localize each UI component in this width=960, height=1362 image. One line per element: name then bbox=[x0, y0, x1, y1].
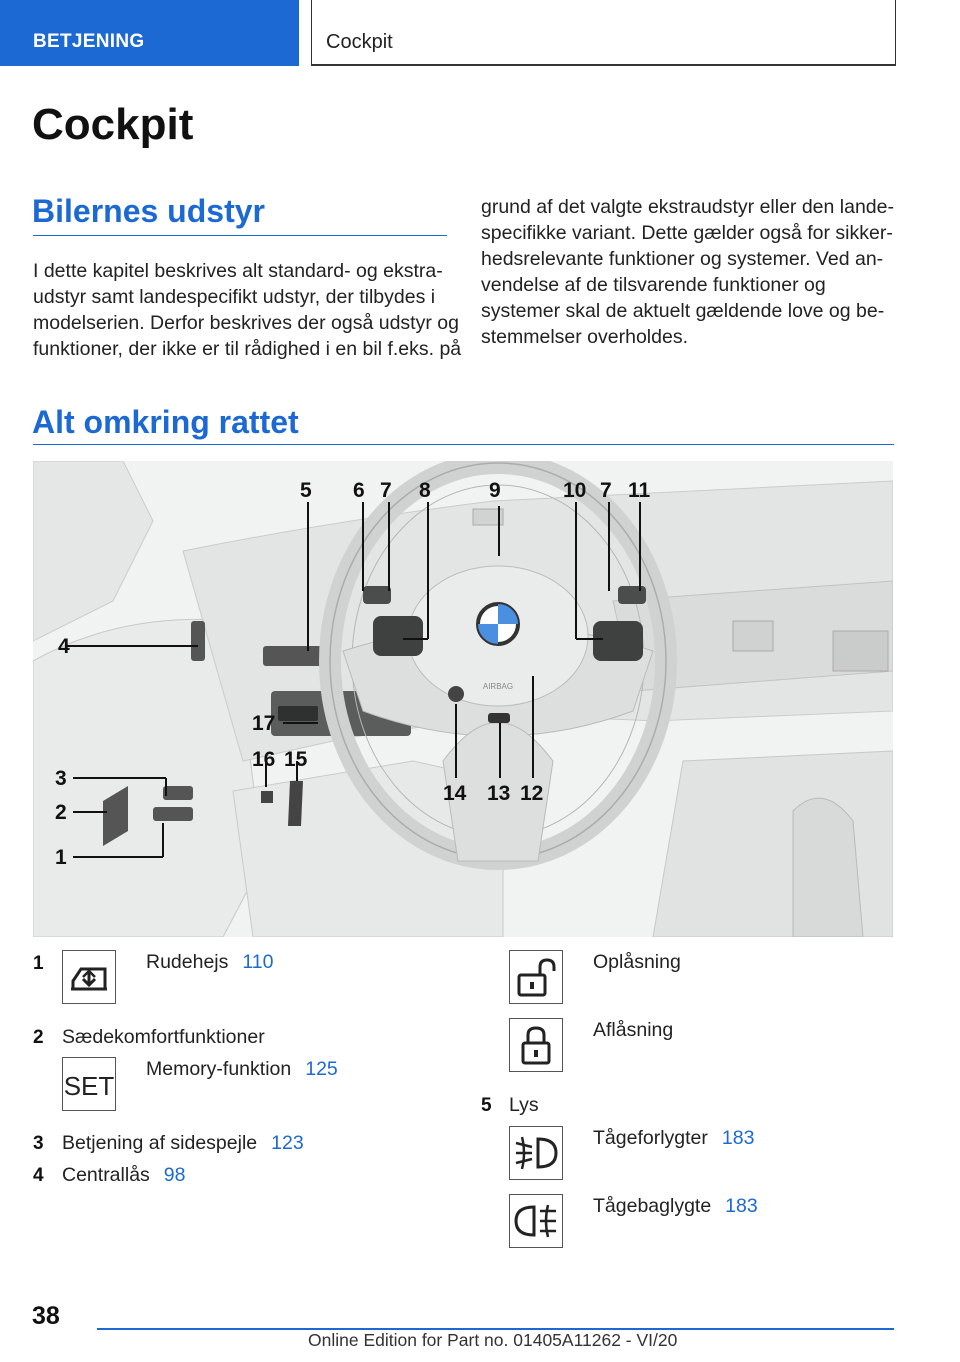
airbag-label: AIRBAG bbox=[482, 682, 514, 691]
legend-number: 1 bbox=[33, 953, 44, 974]
callout-2: 2 bbox=[55, 801, 67, 824]
text-line: stemmelser overholdes. bbox=[481, 326, 688, 348]
callout-3: 3 bbox=[55, 767, 67, 790]
set-button-icon bbox=[62, 1057, 116, 1111]
page-ref[interactable]: 110 bbox=[242, 951, 274, 973]
chapter-label: Cockpit bbox=[326, 31, 393, 53]
legend-label bbox=[593, 1127, 754, 1150]
rear-fog-light-icon bbox=[509, 1194, 563, 1248]
legend-number: 3 bbox=[33, 1133, 44, 1154]
page-number: 38 bbox=[32, 1302, 60, 1330]
legend-label: Aflåsning bbox=[593, 1019, 674, 1041]
text-line: systemer skal de aktuelt gældende love og be- bbox=[481, 300, 885, 322]
callout-5: 5 bbox=[300, 479, 312, 502]
legend-label: Sædekomfortfunktioner bbox=[62, 1026, 265, 1048]
text-line: grund af det valgte ekstraudstyr eller den lande- bbox=[481, 196, 894, 218]
paragraph-col1 bbox=[33, 258, 462, 362]
callout-4: 4 bbox=[58, 635, 70, 658]
callout-16: 16 bbox=[252, 748, 276, 771]
callout-14: 14 bbox=[443, 782, 467, 805]
callout-7: 7 bbox=[380, 479, 392, 502]
legend-label bbox=[146, 951, 273, 974]
callout-8: 8 bbox=[419, 479, 431, 502]
section-label: BETJENING bbox=[33, 31, 145, 52]
page-ref[interactable]: 183 bbox=[721, 1127, 755, 1149]
label-text: Tågebaglygte bbox=[593, 1195, 712, 1217]
unlock-icon bbox=[509, 950, 563, 1004]
text-line: hedsrelevante funktioner og systemer. Ved an- bbox=[481, 248, 884, 270]
callout-17: 17 bbox=[252, 712, 276, 735]
text-line: I dette kapitel beskrives alt standard- og ekstra- bbox=[33, 260, 443, 282]
legend-number: 5 bbox=[481, 1095, 492, 1116]
legend-label bbox=[62, 1132, 304, 1155]
text-line: specifikke variant. Dette gælder også for sikker- bbox=[481, 222, 893, 244]
page-ref[interactable]: 183 bbox=[725, 1195, 758, 1217]
text-line: funktioner, der ikke er til rådighed i en bil f.eks. på bbox=[33, 338, 462, 360]
lock-icon bbox=[509, 1018, 563, 1072]
cockpit-illustration bbox=[33, 461, 893, 937]
callout-6: 6 bbox=[353, 479, 365, 502]
legend-number: 2 bbox=[33, 1027, 44, 1048]
set-text: SET bbox=[63, 1071, 115, 1101]
label-text: Betjening af sidespejle bbox=[62, 1132, 258, 1154]
label-text: Centrallås bbox=[62, 1164, 150, 1186]
paragraph-col2 bbox=[481, 194, 895, 350]
legend-label bbox=[146, 1058, 338, 1081]
label-text: Tågeforlygter bbox=[593, 1127, 708, 1149]
text-line: udstyr samt landespecifikt udstyr, der tilbydes i bbox=[33, 286, 436, 308]
page-ref[interactable]: 98 bbox=[163, 1164, 186, 1186]
section-tab bbox=[0, 0, 299, 66]
legend-number: 4 bbox=[33, 1165, 44, 1186]
chapter-tab bbox=[311, 0, 896, 66]
footer-edition: Online Edition for Part no. 01405A11262 - VI/20 bbox=[308, 1330, 678, 1350]
legend-label: Oplåsning bbox=[593, 951, 681, 973]
heading-rule bbox=[33, 444, 894, 445]
callout-13: 13 bbox=[487, 782, 511, 805]
section-heading-equipment: Bilernes udstyr bbox=[32, 193, 265, 229]
callout-12: 12 bbox=[520, 782, 544, 805]
text-line: modelserien. Derfor beskrives der også udstyr og bbox=[33, 312, 459, 334]
section-heading-steering: Alt omkring rattet bbox=[32, 404, 299, 440]
legend-label bbox=[62, 1164, 186, 1187]
callout-10: 10 bbox=[563, 479, 587, 502]
heading-rule bbox=[33, 235, 447, 236]
legend-label: Lys bbox=[509, 1094, 539, 1116]
cockpit-drawing bbox=[33, 461, 893, 937]
front-fog-light-icon bbox=[509, 1126, 563, 1180]
page-ref[interactable]: 125 bbox=[305, 1058, 338, 1080]
window-lift-icon bbox=[62, 950, 116, 1004]
text-line: vendelse af de tilsvarende funktioner og bbox=[481, 274, 826, 296]
legend-label bbox=[593, 1195, 758, 1218]
callout-9: 9 bbox=[489, 479, 501, 502]
page-title: Cockpit bbox=[32, 100, 194, 149]
label-text: Memory-funktion bbox=[146, 1058, 292, 1080]
callout-15: 15 bbox=[284, 748, 308, 771]
callout-11: 11 bbox=[628, 479, 651, 502]
callout-7b: 7 bbox=[600, 479, 612, 502]
label-text: Rudehejs bbox=[146, 951, 229, 973]
page-ref[interactable]: 123 bbox=[271, 1132, 304, 1154]
callout-1: 1 bbox=[55, 846, 67, 869]
